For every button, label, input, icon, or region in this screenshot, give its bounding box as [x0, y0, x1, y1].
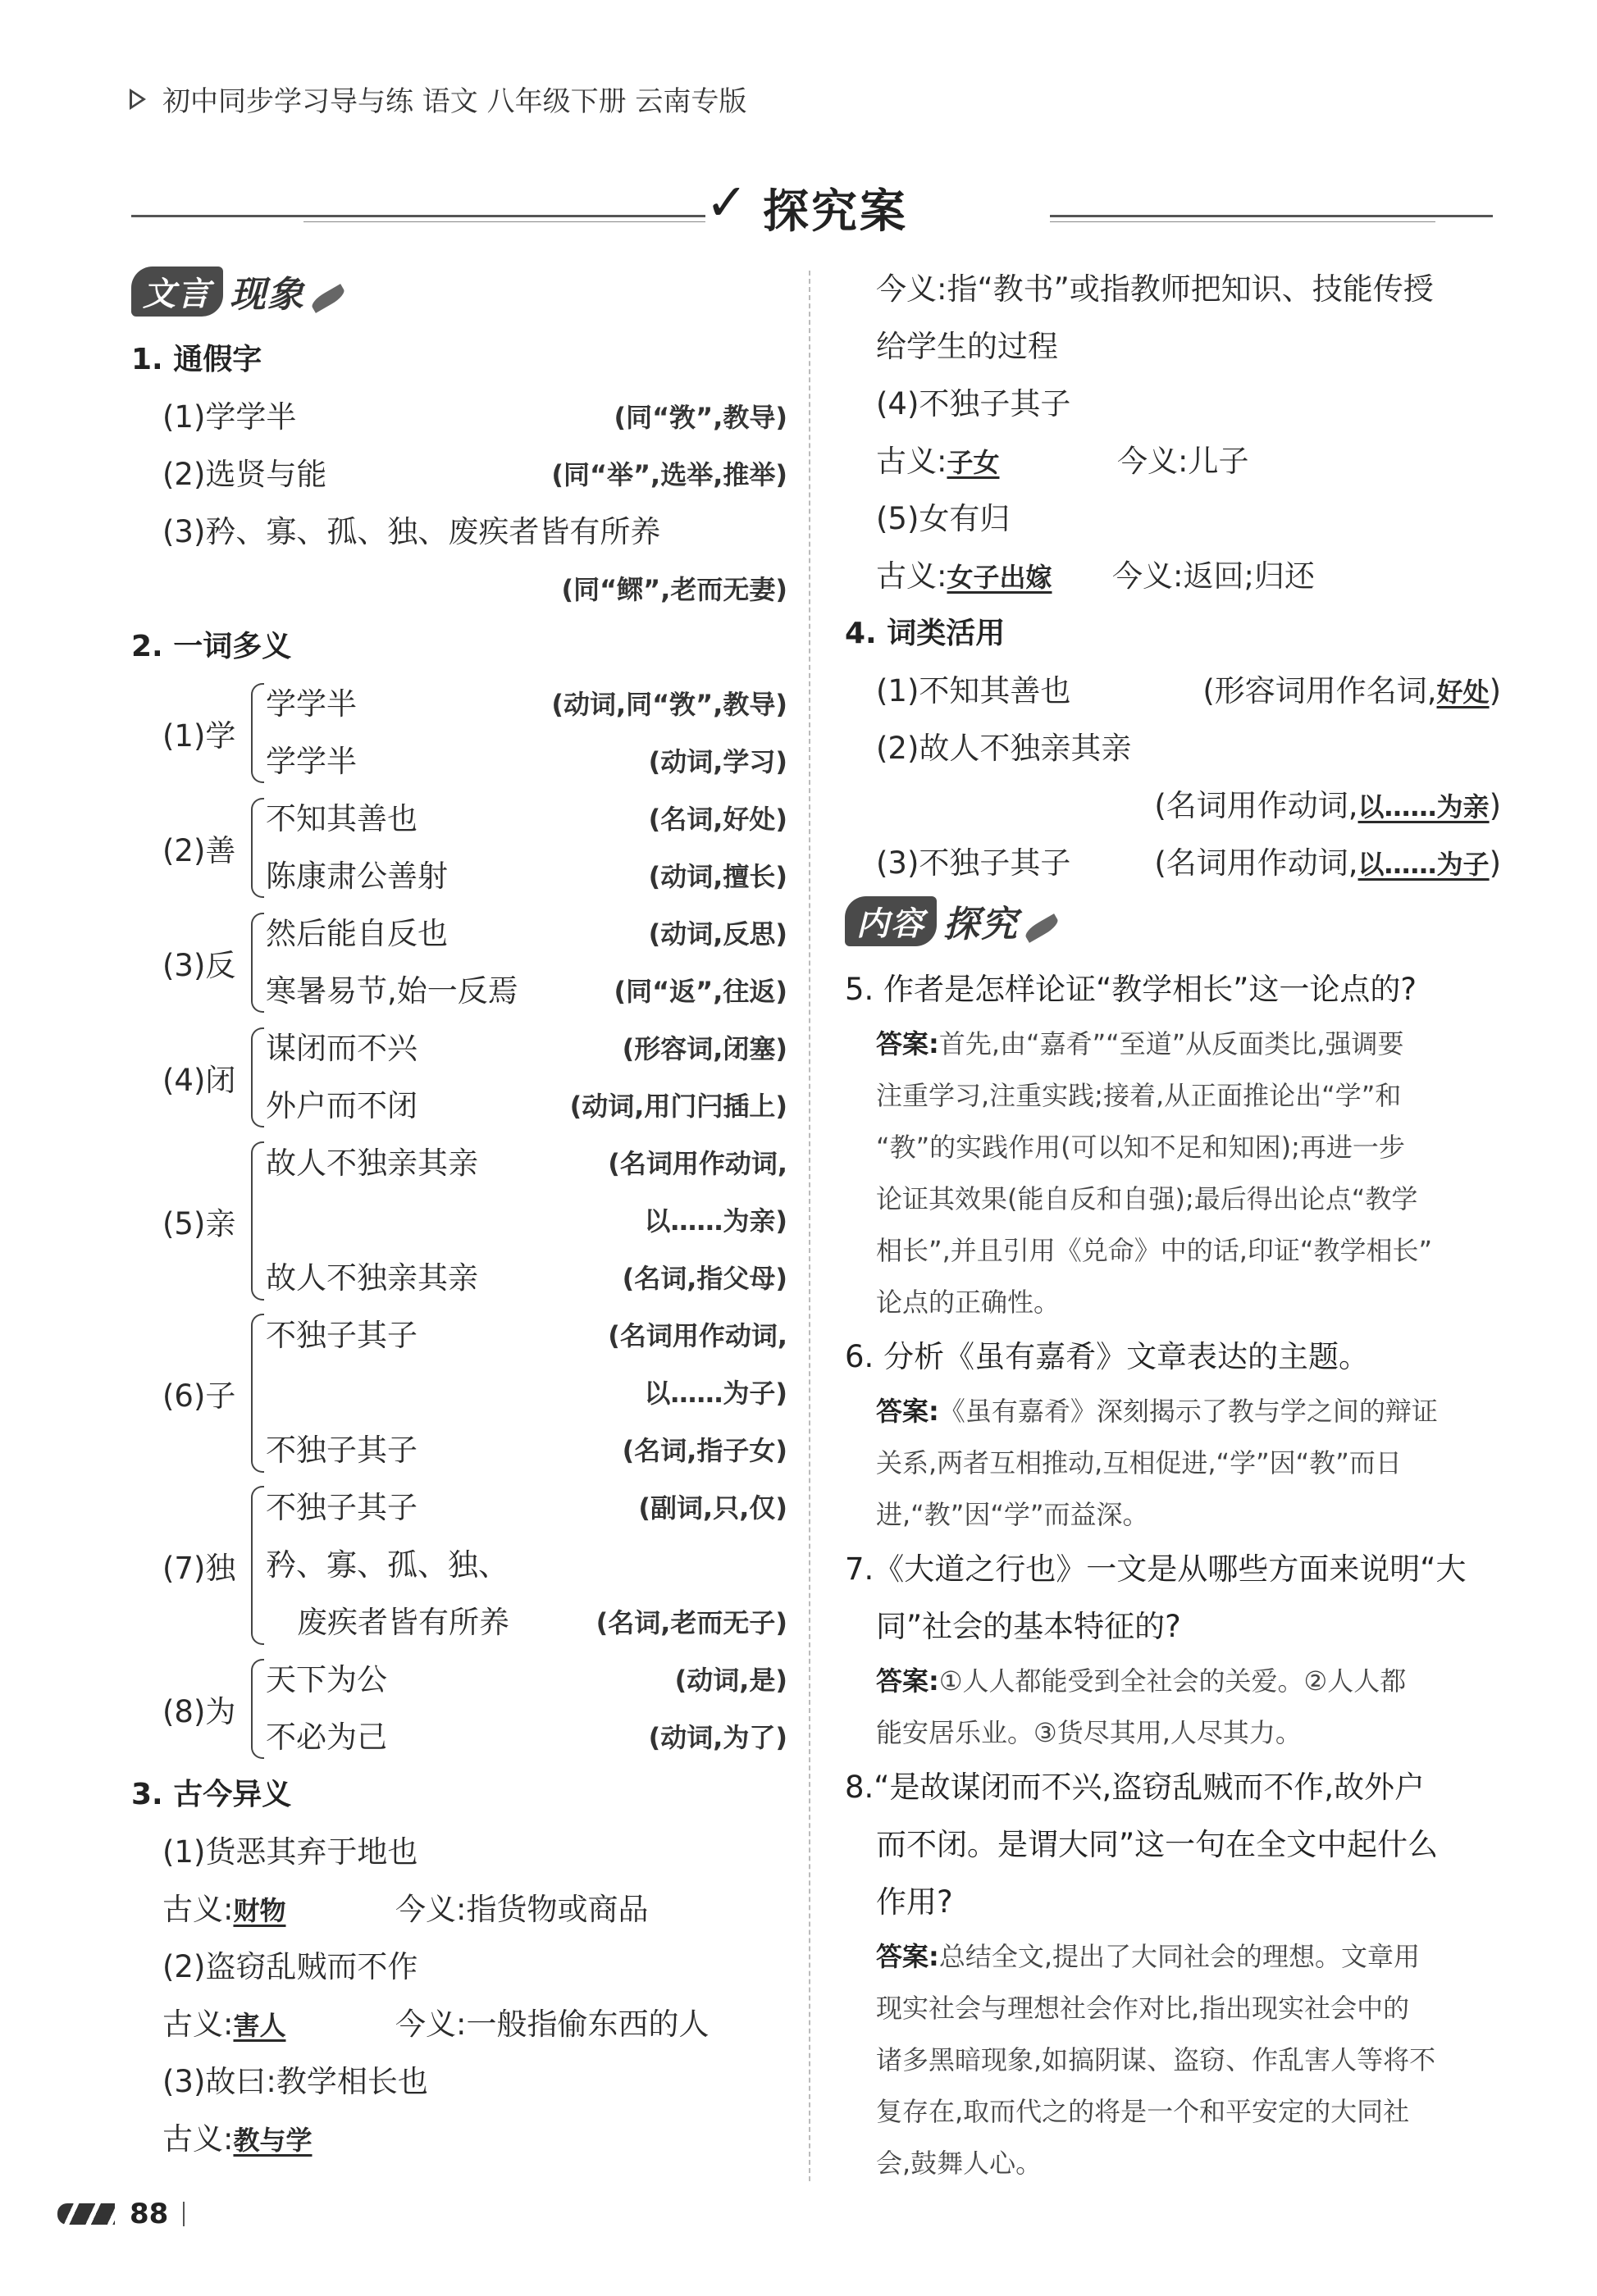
- example-note: (动词,是): [674, 1665, 787, 1696]
- example-text: 不独子其子: [266, 1490, 418, 1525]
- answer: [845, 1386, 1501, 1541]
- answer-line: 现实社会与理想社会作对比,指出现实社会中的: [876, 1993, 1410, 2024]
- answer-line: 论点的正确性。: [876, 1287, 1061, 1318]
- item-note: (名词用作动词,: [1154, 788, 1358, 823]
- brace: [251, 683, 264, 783]
- list-item: [131, 389, 787, 446]
- polysemy-group: [131, 1307, 787, 1479]
- brace: [251, 1314, 264, 1473]
- badge-label: 内容: [845, 896, 937, 946]
- old-meaning-label: 古义:: [162, 2121, 234, 2157]
- answer: [845, 1656, 1501, 1759]
- badge-rest: 探究: [943, 904, 1019, 945]
- question-line: 8.“是故谋闭而不兴,盗窃乱贼而不作,故外户: [845, 1770, 1425, 1805]
- answer-label: 答案:: [876, 1028, 939, 1059]
- example-note: (名词,好处): [648, 804, 787, 835]
- example-text: 不必为己: [266, 1720, 387, 1755]
- title-rule-thin: [303, 221, 705, 222]
- meaning-row: [131, 2111, 787, 2168]
- example-note: (名词用作动词,: [608, 1148, 787, 1179]
- page-title: 探究案: [763, 185, 908, 239]
- checkmark-icon: ✓: [705, 172, 748, 232]
- list-item: (4)不独子其子: [876, 386, 1071, 421]
- item-text: (1)学学半: [162, 399, 297, 435]
- leaf-icon: [1023, 913, 1061, 943]
- old-meaning-label: 古义:: [162, 1892, 234, 1927]
- example-note: 以……为子): [644, 1378, 787, 1409]
- section-badge-neirong: [845, 892, 1501, 950]
- answer-line: 能安居乐业。③货尽其用,人尽其力。: [876, 1717, 1302, 1748]
- answer-line: 《虽有嘉肴》深刻揭示了教与学之间的辩证: [938, 1396, 1438, 1427]
- example-note: (动词,同“敩”,教导): [551, 689, 787, 720]
- polysemy-group: [131, 1020, 787, 1135]
- new-meaning: 今义:一般指偷东西的人: [395, 2007, 710, 2042]
- list-item: [845, 835, 1501, 892]
- book-header: [130, 79, 746, 119]
- group-label: (2)善: [162, 833, 236, 868]
- list-item: (2)故人不独亲其亲: [876, 731, 1132, 766]
- example-note: (同“返”,往返): [614, 976, 787, 1007]
- example-note: (名词用作动词,: [608, 1320, 787, 1351]
- example-text: 学学半: [266, 744, 357, 779]
- brace: [251, 913, 264, 1013]
- old-meaning: 财物: [233, 1895, 286, 1926]
- example-text: 不独子其子: [266, 1318, 418, 1353]
- right-column: [845, 261, 1501, 2189]
- section-heading: 1. 通假字: [131, 343, 262, 376]
- item-note-underlined: 以……为子: [1357, 849, 1490, 880]
- answer: [845, 1018, 1501, 1328]
- title-rule: [131, 215, 705, 217]
- example-text: 谋闭而不兴: [266, 1031, 418, 1066]
- item-note: (形容词用作名词,: [1202, 673, 1437, 708]
- badge-label: 文言: [131, 266, 223, 317]
- new-meaning: 给学生的过程: [876, 329, 1058, 364]
- item-text: (3)不独子其子: [876, 845, 1071, 881]
- item-note-underlined: 好处: [1436, 676, 1490, 708]
- old-meaning: 教与学: [233, 2125, 313, 2156]
- polysemy-group: [131, 905, 787, 1020]
- example-note: (动词,用门闩插上): [569, 1091, 787, 1122]
- list-item-note-row: [845, 777, 1501, 835]
- column-divider: [809, 271, 810, 2181]
- example-note: (动词,学习): [648, 746, 787, 777]
- polysemy-group: [131, 1479, 787, 1651]
- example-text: 矜、寡、孤、独、: [266, 1547, 509, 1583]
- group-label: (5)亲: [162, 1206, 236, 1241]
- page-number: 88: [130, 2198, 169, 2230]
- question-line: 而不闭。是谓大同”这一句在全文中起什么: [876, 1827, 1439, 1862]
- answer-line: 会,鼓舞人心。: [876, 2148, 1043, 2179]
- answer-line: 总结全文,提出了大同社会的理想。文章用: [938, 1941, 1420, 1972]
- group-label: (7)独: [162, 1551, 236, 1586]
- brace: [251, 798, 264, 898]
- answer-label: 答案:: [876, 1665, 939, 1697]
- title-rule-thin: [1050, 221, 1435, 222]
- brace: [251, 1659, 264, 1759]
- answer-line: 诸多黑暗现象,如搞阴谋、盗窃、作乱害人等将不: [876, 2044, 1436, 2075]
- item-note-underlined: 以……为亲: [1357, 791, 1490, 822]
- section-badge-wenyan: [131, 262, 787, 320]
- left-column: [131, 262, 787, 2168]
- group-label: (3)反: [162, 948, 236, 983]
- example-text: 不知其善也: [266, 801, 418, 836]
- example-text: 陈康肃公善射: [266, 859, 448, 894]
- example-text: 废疾者皆有所养: [297, 1605, 509, 1640]
- list-item: [131, 446, 787, 503]
- item-text: (2)选贤与能: [162, 457, 327, 492]
- item-note: (同“举”,选举,推举): [551, 459, 787, 490]
- example-text: 天下为公: [266, 1662, 387, 1697]
- play-triangle-icon: [130, 89, 146, 110]
- new-meaning: 今义:返回;归还: [1112, 558, 1315, 594]
- item-text: (3)矜、寡、孤、独、废疾者皆有所养: [162, 514, 661, 549]
- old-meaning-label: 古义:: [876, 444, 947, 479]
- answer-line: 论证其效果(能自反和自强);最后得出论点“教学: [876, 1183, 1418, 1214]
- answer: [845, 1931, 1501, 2189]
- answer-line: 进,“教”因“学”而益深。: [876, 1499, 1149, 1530]
- group-label: (6)子: [162, 1378, 236, 1414]
- question: 6. 分析《虽有嘉肴》文章表达的主题。: [845, 1339, 1370, 1374]
- answer-line: 注重学习,注重实践;接着,从正面推论出“学”和: [876, 1080, 1402, 1111]
- new-meaning: 今义:指货物或商品: [395, 1892, 649, 1927]
- polysemy-group: [131, 1651, 787, 1766]
- group-label: (4)闭: [162, 1063, 236, 1098]
- example-note: (动词,为了): [648, 1722, 787, 1753]
- old-meaning: 害人: [233, 2010, 286, 2041]
- list-item: [845, 663, 1501, 720]
- example-note: (名词,老而无子): [595, 1607, 787, 1638]
- answer-line: ①人人都能受到全社会的关爱。②人人都: [938, 1665, 1407, 1697]
- polysemy-group: [131, 790, 787, 905]
- answer-line: 相长”,并且引用《兑命》中的话,印证“教学相长”: [876, 1235, 1433, 1266]
- item-note: ): [1489, 845, 1501, 881]
- list-item: (2)盗窃乱贼而不作: [162, 1949, 418, 1984]
- item-note: ): [1489, 788, 1501, 823]
- list-item: [131, 503, 787, 561]
- brace: [251, 1141, 264, 1301]
- list-item: (1)货恶其弃于地也: [162, 1834, 418, 1870]
- example-note: (动词,擅长): [648, 861, 787, 892]
- item-text: (1)不知其善也: [876, 673, 1071, 708]
- example-note: (名词,指父母): [622, 1263, 787, 1294]
- example-text: 然后能自反也: [266, 916, 448, 951]
- brace: [251, 1027, 264, 1128]
- stripe-mark-icon: [57, 2203, 115, 2225]
- old-meaning: 女子出嫁: [947, 562, 1052, 593]
- answer-line: 首先,由“嘉肴”“至道”从反面类比,强调要: [938, 1028, 1404, 1059]
- meaning-row: [845, 548, 1501, 605]
- new-meaning: 今义:儿子: [1117, 444, 1249, 479]
- polysemy-group: [131, 1135, 787, 1307]
- item-note: (同“敩”,教导): [614, 402, 787, 433]
- list-item: (5)女有归: [876, 501, 1011, 536]
- old-meaning-label: 古义:: [876, 558, 947, 594]
- answer-line: 复存在,取而代之的将是一个和平安定的大同社: [876, 2096, 1410, 2127]
- example-text: 学学半: [266, 686, 357, 722]
- section-heading: 2. 一词多义: [131, 630, 292, 663]
- example-text: 故人不独亲其亲: [266, 1146, 478, 1181]
- question-line: 7.《大道之行也》一文是从哪些方面来说明“大: [845, 1551, 1467, 1587]
- meaning-row: [131, 1996, 787, 2053]
- divider: [183, 2202, 185, 2226]
- question: [845, 1759, 1501, 1931]
- polysemy-group: [131, 676, 787, 790]
- leaf-icon: [309, 284, 347, 313]
- title-rule: [1050, 215, 1493, 217]
- question: [845, 1541, 1501, 1656]
- answer-label: 答案:: [876, 1941, 939, 1972]
- example-text: 不独子其子: [266, 1433, 418, 1468]
- page-footer: [57, 2198, 185, 2230]
- answer-line: “教”的实践作用(可以知不足和知困);再进一步: [876, 1132, 1405, 1163]
- meaning-row: [845, 433, 1501, 490]
- item-note: (同“鳏”,老而无妻): [561, 574, 787, 605]
- answer-line: 关系,两者互相推动,互相促进,“学”因“教”而日: [876, 1447, 1402, 1478]
- old-meaning-label: 古义:: [162, 2007, 234, 2042]
- example-note: (动词,反思): [648, 918, 787, 950]
- badge-rest: 现象: [230, 274, 305, 316]
- new-meaning: 今义:指“教书”或指教师把知识、技能传授: [876, 271, 1434, 307]
- example-note: 以……为亲): [644, 1205, 787, 1237]
- example-text: 寒暑易节,始一反焉: [266, 973, 518, 1009]
- group-label: (8)为: [162, 1694, 236, 1729]
- brace: [251, 1486, 264, 1645]
- section-heading: 4. 词类活用: [845, 617, 1006, 650]
- item-note: (名词用作动词,: [1154, 845, 1358, 881]
- list-item: (3)故曰:教学相长也: [162, 2064, 428, 2099]
- title-band: [131, 164, 1493, 238]
- group-label: (1)学: [162, 718, 236, 754]
- question-line: 同”社会的基本特征的?: [876, 1609, 1181, 1644]
- example-note: (名词,指子女): [622, 1435, 787, 1466]
- question-line: 作用?: [876, 1884, 953, 1920]
- meaning-row: [131, 1881, 787, 1938]
- example-note: (副词,只,仅): [638, 1492, 787, 1524]
- old-meaning: 子女: [947, 447, 1000, 478]
- list-item-note-row: [131, 561, 787, 618]
- item-note: ): [1489, 673, 1501, 708]
- example-text: 外户而不闭: [266, 1088, 418, 1123]
- example-note: (形容词,闭塞): [622, 1033, 787, 1064]
- answer-label: 答案:: [876, 1396, 939, 1427]
- example-text: 故人不独亲其亲: [266, 1260, 478, 1296]
- book-title: 初中同步学习导与练 语文 八年级下册 云南专版: [162, 85, 747, 118]
- section-heading: 3. 古今异义: [131, 1778, 292, 1811]
- question: 5. 作者是怎样论证“教学相长”这一论点的?: [845, 972, 1417, 1007]
